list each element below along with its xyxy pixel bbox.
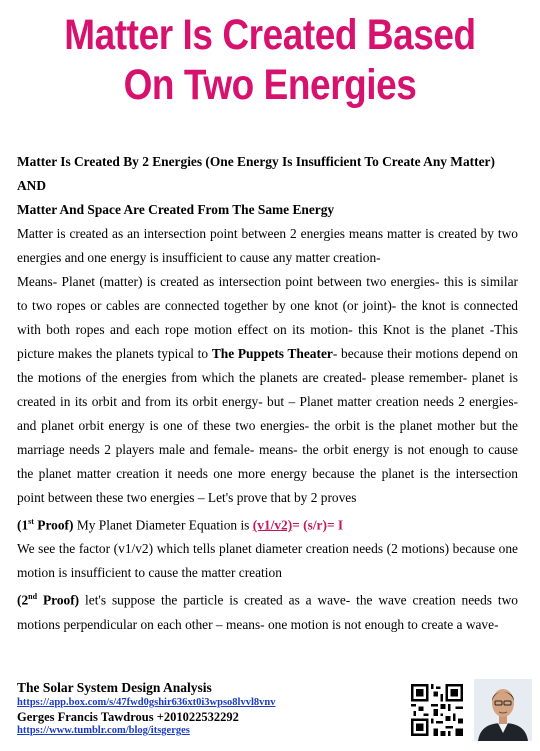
qr-code-icon — [411, 684, 463, 736]
footer — [17, 680, 397, 738]
equation-underlined: (v1/v2) — [252, 517, 293, 533]
proof-2-label: Proof) — [37, 592, 80, 608]
heading-and: AND — [17, 178, 47, 193]
article-body — [17, 150, 518, 637]
proof-1 — [17, 510, 518, 537]
proof-1-sup: st — [28, 517, 34, 526]
footer-link-box[interactable]: https://app.box.com/s/47fwd0gshir636xt0i3wpso8lvvl8vnv — [17, 697, 276, 708]
paragraph-2 — [17, 270, 518, 510]
footer-author: Gerges Francis Tawdrous +201022532292 — [17, 710, 239, 724]
proof-1-text: My Planet Diameter Equation is — [73, 517, 253, 533]
proof-2 — [17, 585, 518, 636]
equation — [253, 517, 343, 532]
author-photo-illustration — [474, 679, 532, 741]
title-line-1: Matter Is Created Based — [64, 11, 476, 59]
heading-2: Matter And Space Are Created From The Same Energy — [17, 202, 335, 217]
author-photo — [474, 679, 532, 741]
equation-rest: = (s/r)= I — [292, 517, 344, 533]
paragraph-1: Matter is created as an intersection point between 2 energies means matter is created by two energies and one energy is insufficient to cause any matter creation- — [17, 226, 518, 265]
proof-1-label: Proof) — [33, 517, 74, 533]
paragraph-2-b: - because their motions depend on the motions of the energies from which the planets are created- please remember- planet is created in its orbit and from its orbit energy- but – Planet matter creation needs 2 energies- and planet orbit energy is one of these two energies- the orbit is the planet mother but the marriage needs 2 players male and female- means- the orbit energy is not enough to cause the planet matter creation it needs one more energy because the planet is the intersection point between these two energies – Let's prove that by 2 proves — [17, 346, 519, 505]
page-title — [38, 10, 502, 110]
heading-1: Matter Is Created By 2 Energies (One Energy Is Insufficient To Create Any Matter) — [17, 154, 495, 169]
footer-link-tumblr[interactable]: https://www.tumblr.com/blog/itsgerges — [17, 725, 190, 736]
puppets-theater-bold: The Puppets Theater — [211, 346, 333, 361]
proof-2-open: (2 — [17, 592, 29, 608]
proof-2-text: let's suppose the particle is created as a wave- the wave creation needs two motions perpendicular on each other – means- one motion is not enough to create a wave- — [17, 592, 518, 632]
title-line-2: On Two Energies — [123, 61, 417, 109]
paragraph-3: We see the factor (v1/v2) which tells planet diameter creation needs (2 motions) because one motion is insufficient to cause the matter creation — [17, 541, 518, 581]
footer-title: The Solar System Design Analysis — [17, 680, 212, 695]
proof-1-open: (1 — [17, 517, 29, 533]
paragraph-2-a: Means- Planet (matter) is created as intersection point between two energies- this is similar to two ropes or cables are connected together by one knot (or joint)- the knot is connected with both ropes and each rope motion effect on its motion- this Knot is the planet -This picture makes the planets typical to — [17, 274, 518, 361]
proof-2-sup: nd — [28, 592, 38, 602]
